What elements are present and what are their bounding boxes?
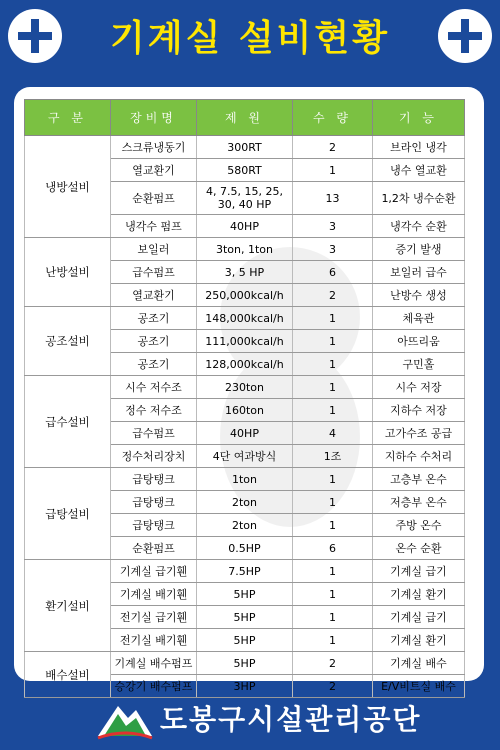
header-function: 기 능 xyxy=(373,100,465,136)
name-cell: 공조기 xyxy=(111,353,197,376)
qty-cell: 1 xyxy=(293,629,373,652)
equipment-table xyxy=(24,99,465,698)
qty-cell: 2 xyxy=(293,284,373,307)
function-cell: 체육관 xyxy=(373,307,465,330)
function-cell: 기계실 환기 xyxy=(373,583,465,606)
table-row xyxy=(25,652,465,675)
function-cell: 기계실 환기 xyxy=(373,629,465,652)
qty-cell: 6 xyxy=(293,537,373,560)
spec-cell: 5HP xyxy=(197,606,293,629)
table-row xyxy=(25,560,465,583)
table-row xyxy=(25,136,465,159)
function-cell: 보일러 급수 xyxy=(373,261,465,284)
spec-cell: 111,000kcal/h xyxy=(197,330,293,353)
name-cell: 승강기 배수펌프 xyxy=(111,675,197,698)
name-cell: 스크류냉동기 xyxy=(111,136,197,159)
function-cell: 기계실 급기 xyxy=(373,560,465,583)
function-cell: 온수 순환 xyxy=(373,537,465,560)
spec-cell: 3ton, 1ton xyxy=(197,238,293,261)
footer xyxy=(0,686,500,750)
spec-cell: 148,000kcal/h xyxy=(197,307,293,330)
spec-cell: 1ton xyxy=(197,468,293,491)
qty-cell: 1 xyxy=(293,307,373,330)
name-cell: 보일러 xyxy=(111,238,197,261)
name-cell: 열교환기 xyxy=(111,284,197,307)
qty-cell: 4 xyxy=(293,422,373,445)
spec-cell: 2ton xyxy=(197,491,293,514)
table-row xyxy=(25,238,465,261)
qty-cell: 1 xyxy=(293,330,373,353)
title-bar xyxy=(0,0,500,80)
function-cell: 기계실 급기 xyxy=(373,606,465,629)
qty-cell: 3 xyxy=(293,238,373,261)
spec-cell: 160ton xyxy=(197,399,293,422)
page-title: 기계실 설비현황 xyxy=(110,18,390,59)
function-cell: 고가수조 공급 xyxy=(373,422,465,445)
function-cell: 시수 저장 xyxy=(373,376,465,399)
category-cell: 냉방설비 xyxy=(25,136,111,238)
name-cell: 시수 저수조 xyxy=(111,376,197,399)
name-cell: 급탕탱크 xyxy=(111,491,197,514)
spec-cell: 250,000kcal/h xyxy=(197,284,293,307)
mountain-logo xyxy=(96,698,154,740)
name-cell: 기계실 배수펌프 xyxy=(111,652,197,675)
function-cell: 증기 발생 xyxy=(373,238,465,261)
spec-cell: 3, 5 HP xyxy=(197,261,293,284)
spec-cell: 40HP xyxy=(197,215,293,238)
category-cell: 급탕설비 xyxy=(25,468,111,560)
qty-cell: 1 xyxy=(293,491,373,514)
spec-cell: 5HP xyxy=(197,583,293,606)
qty-cell: 1 xyxy=(293,583,373,606)
qty-cell: 1 xyxy=(293,514,373,537)
name-cell: 순환펌프 xyxy=(111,182,197,215)
function-cell: 주방 온수 xyxy=(373,514,465,537)
header-spec: 제 원 xyxy=(197,100,293,136)
name-cell: 전기실 배기휀 xyxy=(111,629,197,652)
function-cell: 냉각수 순환 xyxy=(373,215,465,238)
spec-cell: 3HP xyxy=(197,675,293,698)
qty-cell: 1 xyxy=(293,560,373,583)
function-cell: E/V비트실 배수 xyxy=(373,675,465,698)
category-cell: 난방설비 xyxy=(25,238,111,307)
spec-cell: 40HP xyxy=(197,422,293,445)
function-cell: 난방수 생성 xyxy=(373,284,465,307)
category-cell: 환기설비 xyxy=(25,560,111,652)
function-cell: 저층부 온수 xyxy=(373,491,465,514)
function-cell: 냉수 열교환 xyxy=(373,159,465,182)
name-cell: 전기실 급기휀 xyxy=(111,606,197,629)
name-cell: 기계실 급기휀 xyxy=(111,560,197,583)
function-cell: 지하수 저장 xyxy=(373,399,465,422)
qty-cell: 1 xyxy=(293,606,373,629)
spec-cell: 230ton xyxy=(197,376,293,399)
qty-cell: 1 xyxy=(293,468,373,491)
qty-cell: 1조 xyxy=(293,445,373,468)
function-cell: 1,2차 냉수순환 xyxy=(373,182,465,215)
spec-cell: 300RT xyxy=(197,136,293,159)
function-cell: 브라인 냉각 xyxy=(373,136,465,159)
name-cell: 급수펌프 xyxy=(111,422,197,445)
qty-cell: 2 xyxy=(293,675,373,698)
spec-cell: 4, 7.5, 15, 25, 30, 40 HP xyxy=(197,182,293,215)
function-cell: 고층부 온수 xyxy=(373,468,465,491)
spec-cell: 2ton xyxy=(197,514,293,537)
name-cell: 공조기 xyxy=(111,330,197,353)
function-cell: 기계실 배수 xyxy=(373,652,465,675)
name-cell: 순환펌프 xyxy=(111,537,197,560)
name-cell: 정수 저수조 xyxy=(111,399,197,422)
plus-circle-icon xyxy=(438,9,492,63)
table-header-row xyxy=(25,100,465,136)
function-cell: 지하수 수처리 xyxy=(373,445,465,468)
category-cell: 배수설비 xyxy=(25,652,111,698)
table-row xyxy=(25,468,465,491)
qty-cell: 13 xyxy=(293,182,373,215)
spec-cell: 128,000kcal/h xyxy=(197,353,293,376)
function-cell: 아뜨리움 xyxy=(373,330,465,353)
function-cell: 구민홀 xyxy=(373,353,465,376)
qty-cell: 3 xyxy=(293,215,373,238)
organization-name: 도봉구시설관리공단 xyxy=(160,703,422,736)
qty-cell: 1 xyxy=(293,376,373,399)
qty-cell: 1 xyxy=(293,353,373,376)
spec-cell: 5HP xyxy=(197,652,293,675)
qty-cell: 1 xyxy=(293,159,373,182)
name-cell: 냉각수 펌프 xyxy=(111,215,197,238)
name-cell: 급수펌프 xyxy=(111,261,197,284)
name-cell: 급탕탱크 xyxy=(111,468,197,491)
spec-cell: 4단 여과방식 xyxy=(197,445,293,468)
spec-cell: 5HP xyxy=(197,629,293,652)
name-cell: 기계실 배기휀 xyxy=(111,583,197,606)
name-cell: 정수처리장치 xyxy=(111,445,197,468)
header-qty: 수 량 xyxy=(293,100,373,136)
name-cell: 열교환기 xyxy=(111,159,197,182)
category-cell: 급수설비 xyxy=(25,376,111,468)
qty-cell: 2 xyxy=(293,652,373,675)
qty-cell: 6 xyxy=(293,261,373,284)
spec-cell: 580RT xyxy=(197,159,293,182)
plus-circle-icon xyxy=(8,9,62,63)
qty-cell: 2 xyxy=(293,136,373,159)
qty-cell: 1 xyxy=(293,399,373,422)
name-cell: 급탕탱크 xyxy=(111,514,197,537)
table-row xyxy=(25,376,465,399)
spec-cell: 0.5HP xyxy=(197,537,293,560)
spec-cell: 7.5HP xyxy=(197,560,293,583)
header-name: 장비명 xyxy=(111,100,197,136)
category-cell: 공조설비 xyxy=(25,307,111,376)
header-category: 구 분 xyxy=(25,100,111,136)
table-row xyxy=(25,307,465,330)
name-cell: 공조기 xyxy=(111,307,197,330)
